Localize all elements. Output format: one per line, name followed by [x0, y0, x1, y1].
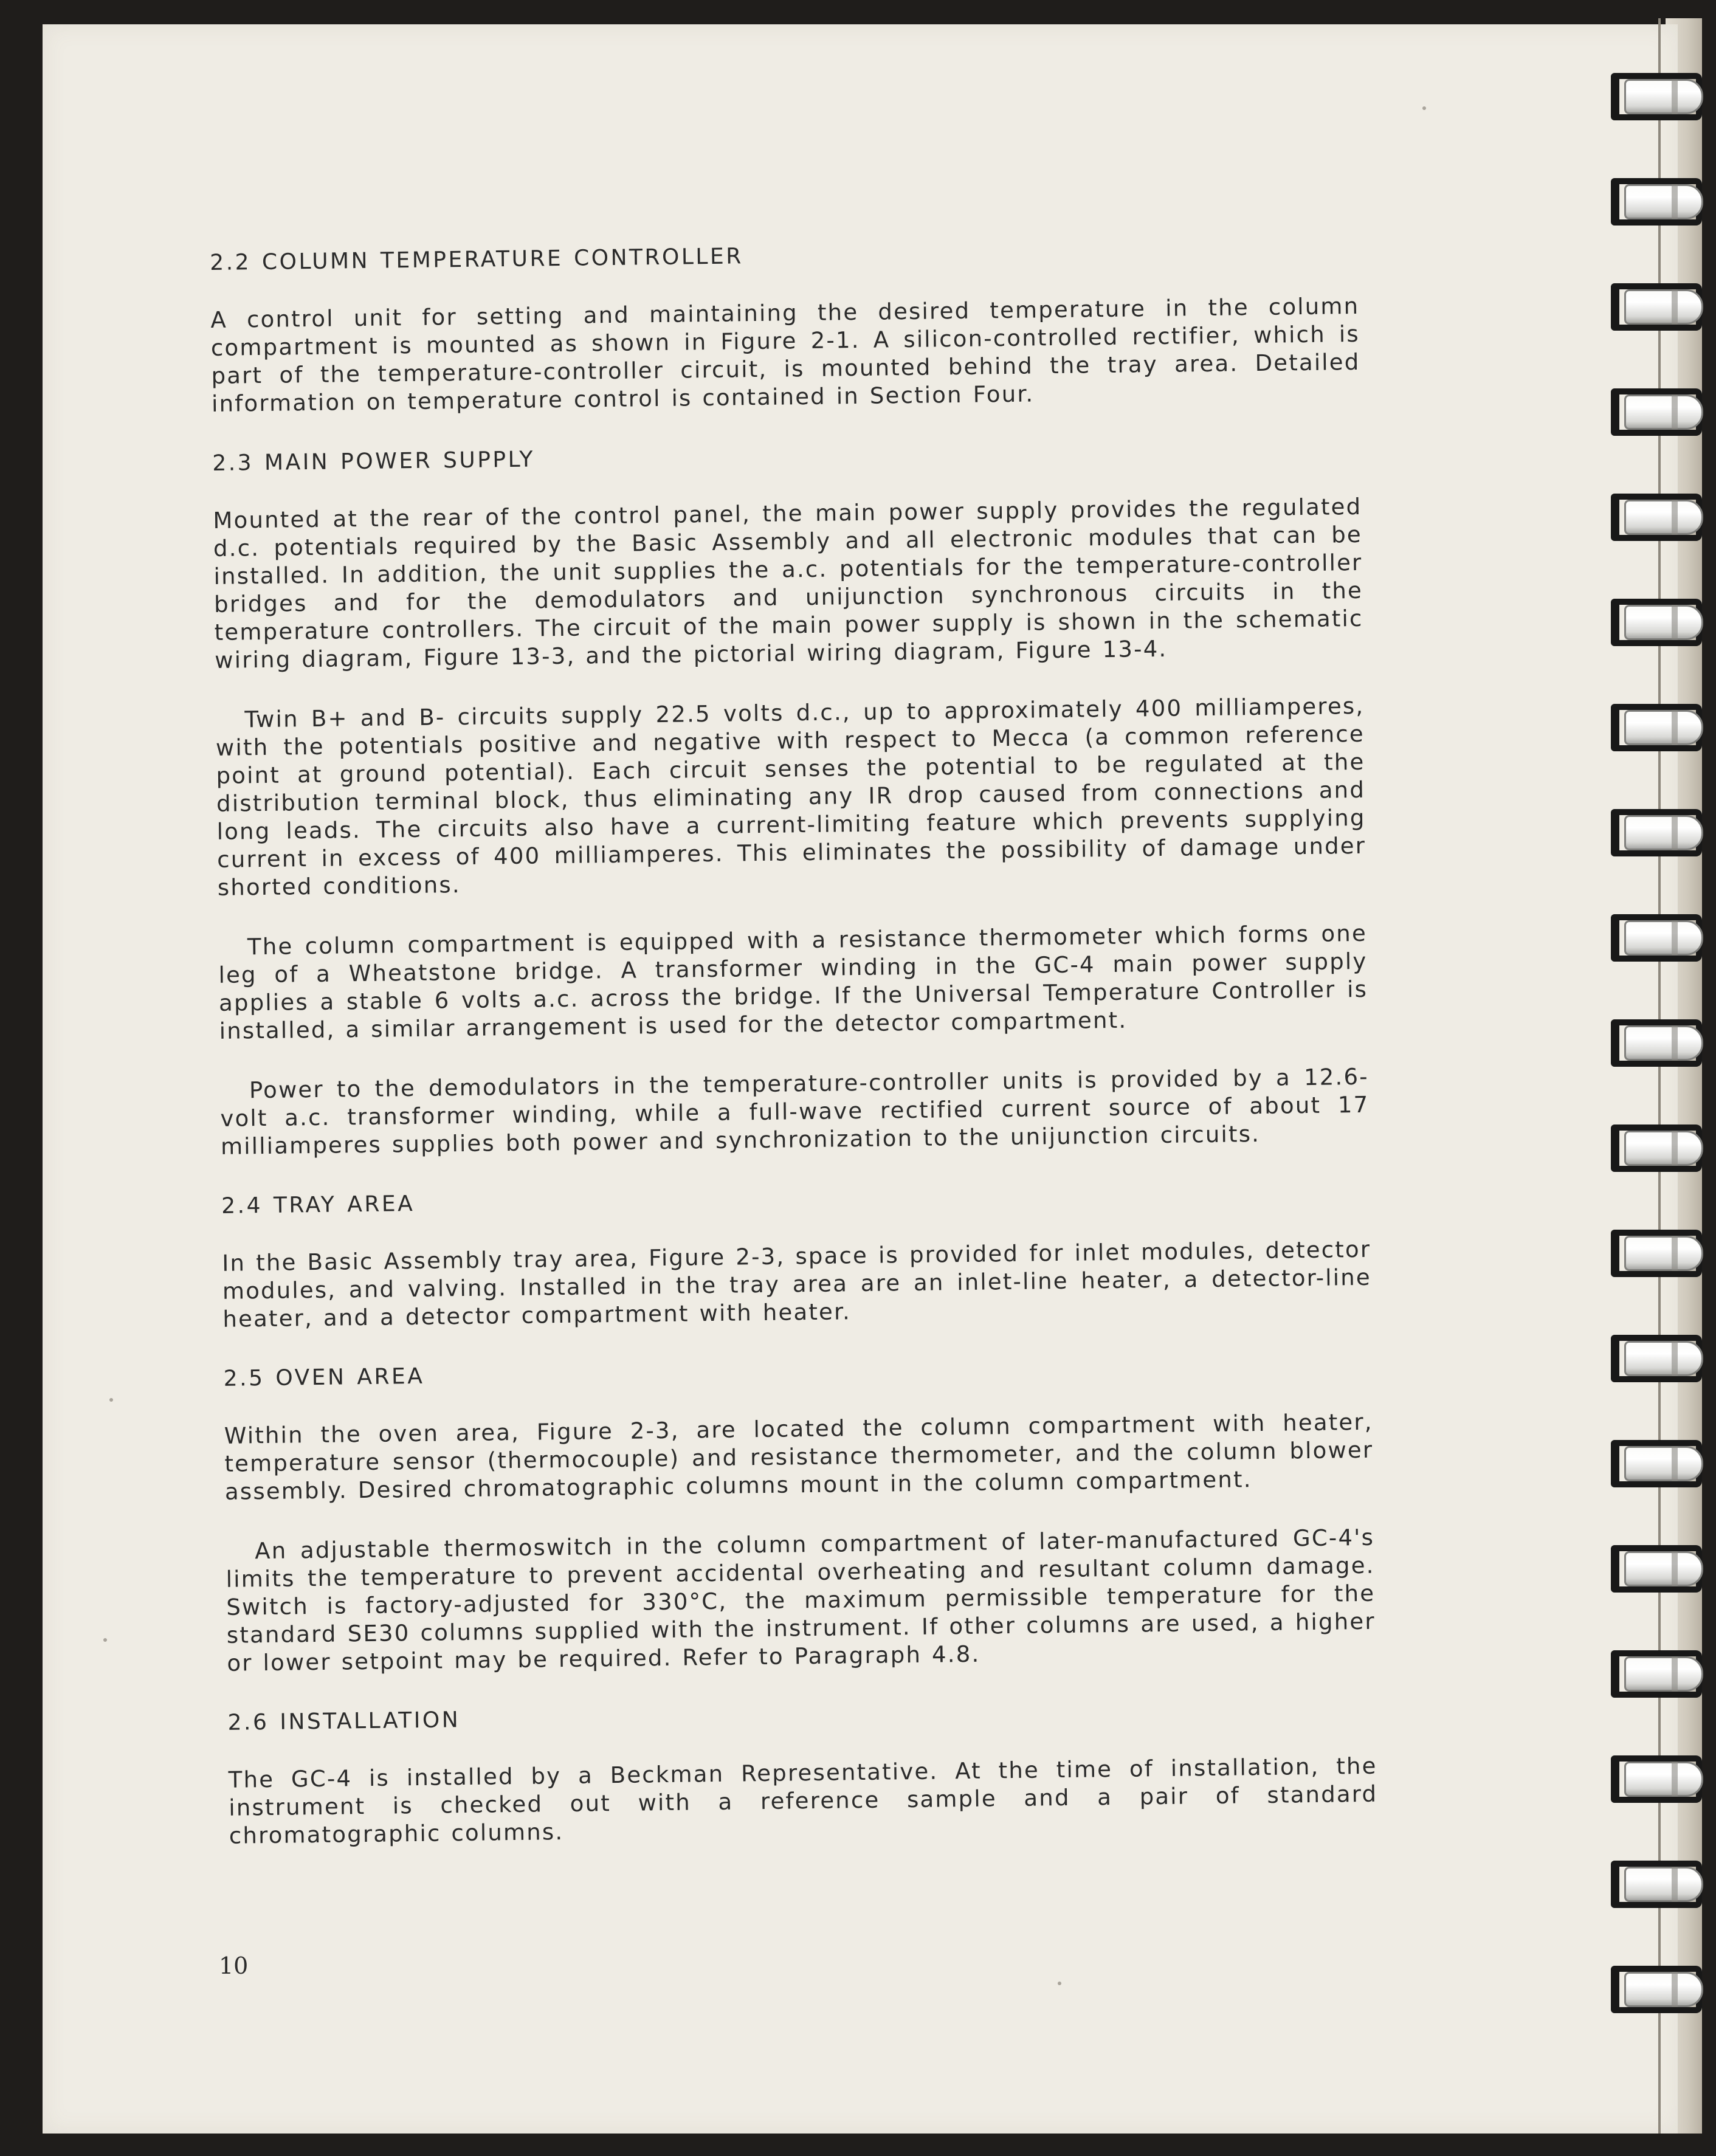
ring-coil — [1624, 1446, 1703, 1481]
ring-shade — [1672, 1972, 1678, 2007]
ring-coil — [1624, 1867, 1703, 1902]
binding-spine — [1658, 18, 1661, 2134]
ring-coil — [1624, 289, 1703, 325]
binding-ring — [1611, 599, 1708, 646]
section-tray-area — [221, 1179, 1372, 1334]
paragraph: A control unit for setting and maintaining the desired temperature in the column compartment is mounted as shown in Figure 2-1. A silicon-controlled rectifier, which is part of the temperature-controller circuit, is mounted behind the tray area. Detailed information on temperature control is contained in Section Four. — [210, 292, 1360, 417]
ring-coil — [1624, 500, 1703, 535]
paragraph: Twin B+ and B- circuits supply 22.5 volts d.c., up to approximately 400 milliamperes, with the potentials positive and negative with respect to Mecca (a common reference point at ground potential). Each circuit senses the potential to be regulated at the distribution terminal block, thus eliminating any IR drop caused from connections and long leads. The circuits also have a current-limiting feature which prevents supplying current in excess of 400 milliamperes. This eliminates the possibility of damage under shorted conditions. — [215, 692, 1366, 901]
ring-shade — [1672, 500, 1678, 535]
section-heading: 2.4 TRAY AREA — [221, 1191, 415, 1219]
binding-ring — [1611, 1335, 1708, 1382]
binding-ring — [1611, 283, 1708, 331]
ring-coil — [1624, 1972, 1703, 2007]
paragraph: The column compartment is equipped with a resistance thermometer which forms one leg of a Wheatstone bridge. A transformer winding in the GC-4 main power supply applies a stable 6 volts a.c. across the bridge. If the Universal Temperature Controller is installed, a similar arrangement is used for the detector compartment. — [218, 920, 1368, 1044]
paragraph: In the Basic Assembly tray area, Figure 2-3, space is provided for inlet modules, detector modules, and valving. Installed in the tray area are an inlet-line heater, a detector-line heater, and a detector compartment with heater. — [222, 1236, 1372, 1332]
ring-coil — [1624, 710, 1703, 745]
ring-coil — [1624, 815, 1703, 850]
section-installation — [227, 1695, 1378, 1850]
ring-coil — [1624, 394, 1703, 430]
paragraph: Mounted at the rear of the control panel, the main power supply provides the regulated d.c. potentials required by the Basic Assembly and all electronic modules that can be installed. In addition, the unit supplies the a.c. potentials for the temperature-controller bridges and for the demodulators and unijunction synchronous circuits in the temperature controllers. The circuit of the main power supply is shown in the schematic wiring diagram, Figure 13-3, and the pictorial wiring diagram, Figure 13-4. — [213, 493, 1363, 673]
section-column-temperature-controller — [210, 235, 1360, 418]
ring-shade — [1672, 79, 1678, 114]
binding-ring — [1611, 1650, 1708, 1698]
ring-coil — [1624, 605, 1703, 640]
ring-coil — [1624, 1236, 1703, 1271]
paragraph: The GC-4 is installed by a Beckman Representative. At the time of installation, the instrument is checked out with a reference sample and a pair of standard chromatographic columns. — [228, 1752, 1378, 1849]
binding-ring — [1611, 494, 1708, 541]
ring-shade — [1672, 1656, 1678, 1692]
section-heading: 2.6 INSTALLATION — [227, 1707, 461, 1735]
binding-ring — [1611, 1755, 1708, 1803]
binding-ring — [1611, 1966, 1708, 2013]
ring-coil — [1624, 1551, 1703, 1586]
ring-shade — [1672, 1867, 1678, 1902]
ring-coil — [1624, 1762, 1703, 1797]
ring-coil — [1624, 184, 1703, 219]
ring-coil — [1624, 1341, 1703, 1376]
ring-coil — [1624, 1131, 1703, 1166]
binding-ring — [1611, 1019, 1708, 1067]
paper-speck — [1058, 1982, 1061, 1985]
section-heading: 2.2 COLUMN TEMPERATURE CONTROLLER — [210, 244, 743, 275]
ring-shade — [1672, 1236, 1678, 1271]
ring-coil — [1624, 920, 1703, 956]
paragraph: Within the oven area, Figure 2-3, are located the column compartment with heater, temperature sensor (thermocouple) and resistance thermometer, and the column blower assembly. Desired chromatographic columns mount in the column compartment. — [224, 1408, 1374, 1505]
paper-speck — [1422, 106, 1426, 110]
binding-ring — [1611, 704, 1708, 751]
binding-ring — [1611, 914, 1708, 962]
binding-ring — [1611, 73, 1708, 120]
ring-shade — [1672, 710, 1678, 745]
ring-shade — [1672, 1341, 1678, 1376]
paper-speck — [103, 1638, 107, 1642]
ring-shade — [1672, 1025, 1678, 1061]
ring-shade — [1672, 605, 1678, 640]
binding-ring — [1611, 1545, 1708, 1593]
page-number: 10 — [219, 1952, 249, 1979]
paragraph: An adjustable thermoswitch in the column compartment of later-manufactured GC-4's limits the temperature to prevent accidental overheating and resultant column damage. Switch is factory-adjusted for 330°C, the maximum permissible temperature for the standard SE30 columns supplied with the instrument. If other columns are used, a higher or lower setpoint may be required. Refer to Paragraph 4.8. — [226, 1524, 1376, 1676]
paragraph: Power to the demodulators in the temperature-controller units is provided by a 12.6-volt a.c. transformer winding, while a full-wave rectified current source of about 17 milliamperes supplies both power and synchronization to the unijunction circuits. — [220, 1063, 1370, 1160]
ring-coil — [1624, 79, 1703, 114]
binding-ring — [1611, 178, 1708, 226]
binding-ring — [1611, 1230, 1708, 1277]
ring-shade — [1672, 1551, 1678, 1586]
section-heading: 2.5 OVEN AREA — [223, 1363, 425, 1391]
page-content — [210, 235, 1379, 1882]
ring-shade — [1672, 394, 1678, 430]
binding-ring — [1611, 1861, 1708, 1908]
section-main-power-supply — [212, 436, 1370, 1161]
ring-shade — [1672, 1762, 1678, 1797]
binding-ring — [1611, 1440, 1708, 1487]
section-oven-area — [223, 1351, 1376, 1678]
section-heading: 2.3 MAIN POWER SUPPLY — [212, 447, 536, 476]
paper-speck — [109, 1398, 113, 1402]
ring-shade — [1672, 1446, 1678, 1481]
ring-shade — [1672, 920, 1678, 956]
binding-ring — [1611, 388, 1708, 436]
ring-shade — [1672, 184, 1678, 219]
ring-shade — [1672, 289, 1678, 325]
binding-ring — [1611, 809, 1708, 856]
ring-shade — [1672, 815, 1678, 850]
binding-ring — [1611, 1124, 1708, 1172]
ring-coil — [1624, 1025, 1703, 1061]
ring-shade — [1672, 1131, 1678, 1166]
ring-coil — [1624, 1656, 1703, 1692]
